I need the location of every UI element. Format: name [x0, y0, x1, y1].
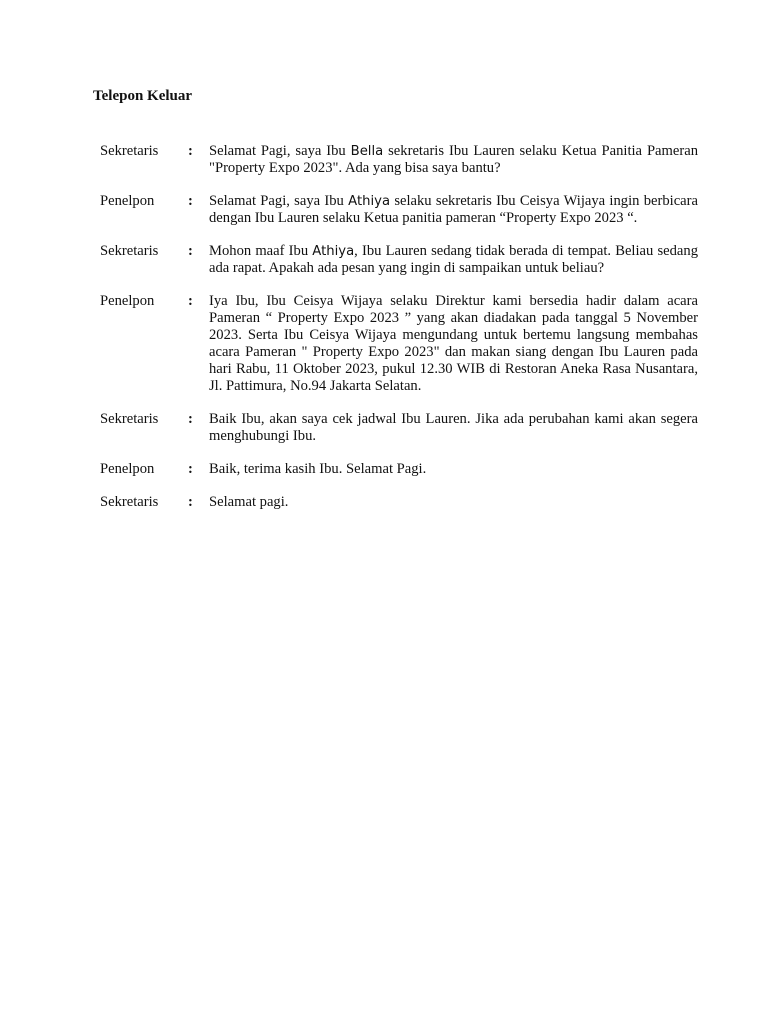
dialog-text	[209, 243, 698, 277]
text-segment: Selamat Pagi, saya Ibu	[209, 143, 351, 159]
person-name: Athiya	[348, 194, 391, 209]
speaker-label: Sekretaris	[100, 143, 159, 159]
text-segment: sekretaris Ibu Lauren selaku Ketua Panitia Pameran "Property Expo 2023". Ada yang bisa saya bantu?	[209, 143, 698, 176]
colon-separator: :	[188, 494, 193, 510]
colon-separator: :	[188, 243, 193, 259]
dialog-list	[100, 143, 698, 527]
dialog-line	[100, 193, 698, 227]
speaker-label: Sekretaris	[100, 494, 159, 510]
dialog-line	[100, 411, 698, 445]
dialog-line	[100, 461, 698, 478]
dialog-line	[100, 494, 698, 511]
dialog-line	[100, 293, 698, 395]
dialog-text	[209, 143, 698, 177]
colon-separator: :	[188, 143, 193, 159]
dialog-text	[209, 494, 698, 511]
colon-separator: :	[188, 411, 193, 427]
speaker-label: Penelpon	[100, 461, 155, 477]
speaker-label: Sekretaris	[100, 411, 159, 427]
dialog-text	[209, 193, 698, 227]
speaker-label: Penelpon	[100, 193, 155, 209]
colon-separator: :	[188, 293, 193, 309]
document-title: Telepon Keluar	[93, 88, 193, 104]
person-name: Athiya	[312, 244, 355, 259]
colon-separator: :	[188, 193, 193, 209]
text-segment: Selamat Pagi, saya Ibu	[209, 193, 349, 209]
speaker-label: Penelpon	[100, 293, 155, 309]
speaker-label: Sekretaris	[100, 243, 159, 259]
dialog-text	[209, 411, 698, 445]
text-segment: Baik, terima kasih Ibu. Selamat Pagi.	[209, 461, 427, 477]
text-segment: Selamat pagi.	[209, 494, 289, 510]
text-segment: Baik Ibu, akan saya cek jadwal Ibu Lauren. Jika ada perubahan kami akan segera menghubungi Ibu.	[209, 411, 698, 444]
text-segment: , Ibu Lauren sedang tidak berada di tempat. Beliau sedang ada rapat. Apakah ada pesan yang ingin di sampaikan untuk beliau?	[209, 243, 698, 276]
text-segment: Mohon maaf Ibu	[209, 243, 313, 259]
dialog-text	[209, 293, 698, 395]
dialog-line	[100, 143, 698, 177]
person-name: Bella	[350, 144, 384, 159]
text-segment: selaku sekretaris Ibu Ceisya Wijaya ingin berbicara dengan Ibu Lauren selaku Ketua panitia pameran “Property Expo 2023 “.	[209, 193, 698, 226]
text-segment: Iya Ibu, Ibu Ceisya Wijaya selaku Direktur kami bersedia hadir dalam acara Pameran “ Property Expo 2023 ” yang akan diadakan pada tanggal 5 November 2023. Serta Ibu Ceisya Wijaya mengundang untuk bertemu langsung membahas acara Pameran " Property Expo 2023" dan makan siang dengan Ibu Lauren pada hari Rabu, 11 Oktober 2023, pukul 12.30 WIB di Restoran Aneka Rasa Nusantara, Jl. Pattimura, No.94 Jakarta Selatan.	[209, 293, 698, 394]
colon-separator: :	[188, 461, 193, 477]
dialog-text	[209, 461, 698, 478]
dialog-line	[100, 243, 698, 277]
